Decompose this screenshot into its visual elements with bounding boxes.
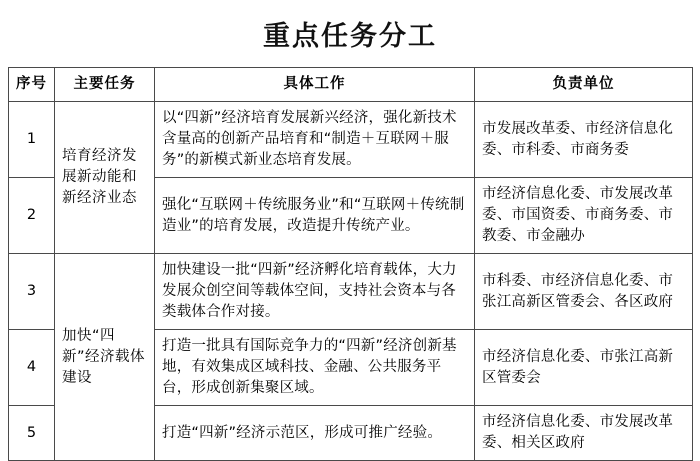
cell-main-task: 培育经济发展新动能和新经济业态 <box>55 102 155 254</box>
cell-no: 5 <box>9 406 55 461</box>
cell-work: 打造一批具有国际竞争力的“四新”经济创新基地，有效集成区域科技、金融、公共服务平台，形成创新集聚区域。 <box>155 330 475 406</box>
cell-work: 强化“互联网＋传统服务业”和“互联网＋传统制造业”的培育发展，改造提升传统产业。 <box>155 178 475 254</box>
cell-no: 2 <box>9 178 55 254</box>
column-header-work: 具体工作 <box>155 68 475 102</box>
cell-unit: 市经济信息化委、市张江高新区管委会 <box>475 330 693 406</box>
page-title: 重点任务分工 <box>263 21 437 52</box>
column-header-unit: 负责单位 <box>475 68 693 102</box>
cell-unit: 市经济信息化委、市发展改革委、相关区政府 <box>475 406 693 461</box>
cell-unit: 市经济信息化委、市发展改革委、市国资委、市商务委、市教委、市金融办 <box>475 178 693 254</box>
table-container <box>0 67 700 461</box>
cell-work: 加快建设一批“四新”经济孵化培育载体，大力发展众创空间等载体空间，支持社会资本与各类载体合作对接。 <box>155 254 475 330</box>
cell-work: 以“四新”经济培育发展新兴经济，强化新技术含量高的创新产品培育和“制造＋互联网＋服务”的新模式新业态培育发展。 <box>155 102 475 178</box>
column-header-main-task: 主要任务 <box>55 68 155 102</box>
cell-no: 1 <box>9 102 55 178</box>
cell-no: 3 <box>9 254 55 330</box>
table-row <box>9 102 693 178</box>
table-header-row <box>9 68 693 102</box>
cell-unit: 市发展改革委、市经济信息化委、市科委、市商务委 <box>475 102 693 178</box>
cell-unit: 市科委、市经济信息化委、市张江高新区管委会、各区政府 <box>475 254 693 330</box>
cell-no: 4 <box>9 330 55 406</box>
cell-main-task: 加快“四新”经济载体建设 <box>55 254 155 461</box>
cell-work: 打造“四新”经济示范区，形成可推广经验。 <box>155 406 475 461</box>
column-header-no: 序号 <box>9 68 55 102</box>
document-page <box>0 14 700 452</box>
table-row <box>9 254 693 330</box>
table-body <box>9 102 693 461</box>
table-header <box>9 68 693 102</box>
key-task-assignment-table <box>8 67 693 461</box>
